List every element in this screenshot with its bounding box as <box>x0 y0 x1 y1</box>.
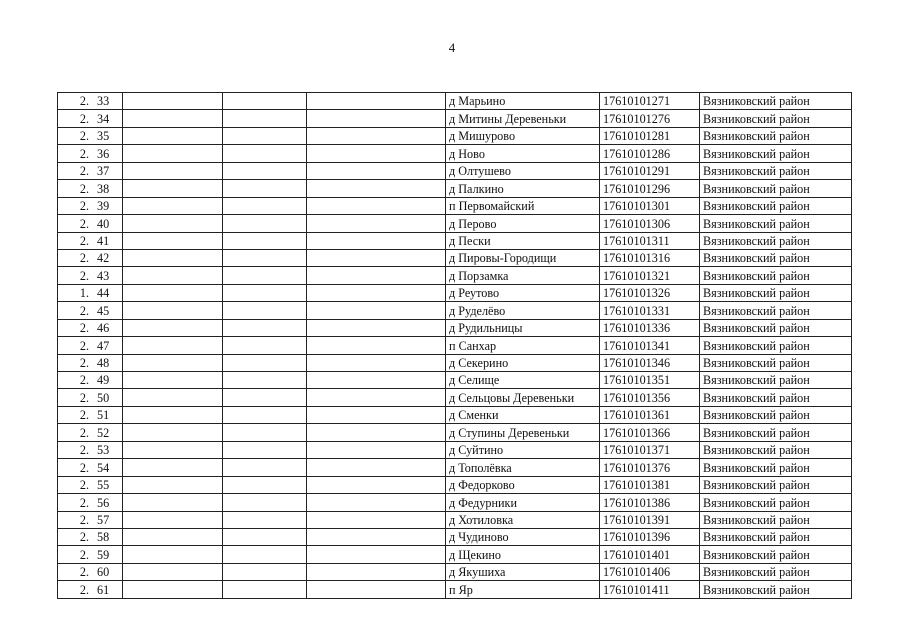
settlement-name-cell: д Федурники <box>446 494 600 511</box>
settlement-name-cell: д Реутово <box>446 284 600 301</box>
oktmo-code-cell: 17610101361 <box>600 406 700 423</box>
table-row <box>58 528 852 545</box>
settlements-table-body <box>58 93 852 599</box>
table-row <box>58 110 852 127</box>
table-row <box>58 581 852 598</box>
oktmo-code-cell: 17610101306 <box>600 215 700 232</box>
empty-cell <box>123 180 223 197</box>
row-number-cell <box>58 162 123 179</box>
oktmo-code-cell: 17610101316 <box>600 249 700 266</box>
oktmo-code-cell: 17610101321 <box>600 267 700 284</box>
district-cell: Вязниковский район <box>700 406 852 423</box>
empty-cell <box>223 372 307 389</box>
oktmo-code-cell: 17610101401 <box>600 546 700 563</box>
district-cell: Вязниковский район <box>700 93 852 110</box>
empty-cell <box>123 459 223 476</box>
table-row <box>58 145 852 162</box>
empty-cell <box>307 180 446 197</box>
empty-cell <box>307 424 446 441</box>
table-row <box>58 127 852 144</box>
settlement-name-cell: д Сменки <box>446 406 600 423</box>
empty-cell <box>307 354 446 371</box>
row-number-prefix: 2. <box>79 338 89 353</box>
row-number-cell <box>58 546 123 563</box>
row-number-cell <box>58 581 123 598</box>
row-number-cell <box>58 232 123 249</box>
settlement-name-cell: д Митины Деревеньки <box>446 110 600 127</box>
oktmo-code-cell: 17610101376 <box>600 459 700 476</box>
settlement-name-cell: д Олтушево <box>446 162 600 179</box>
table-row <box>58 302 852 319</box>
settlement-name-cell: д Хотиловка <box>446 511 600 528</box>
empty-cell <box>223 406 307 423</box>
district-cell: Вязниковский район <box>700 354 852 371</box>
empty-cell <box>223 267 307 284</box>
table-row <box>58 197 852 214</box>
table-row <box>58 337 852 354</box>
oktmo-code-cell: 17610101296 <box>600 180 700 197</box>
row-number-prefix: 2. <box>79 268 89 283</box>
district-cell: Вязниковский район <box>700 110 852 127</box>
row-number-cell <box>58 424 123 441</box>
empty-cell <box>123 441 223 458</box>
oktmo-code-cell: 17610101346 <box>600 354 700 371</box>
empty-cell <box>307 93 446 110</box>
district-cell: Вязниковский район <box>700 162 852 179</box>
row-number-prefix: 2. <box>79 111 89 126</box>
district-cell: Вязниковский район <box>700 389 852 406</box>
empty-cell <box>223 459 307 476</box>
row-number-cell <box>58 319 123 336</box>
oktmo-code-cell: 17610101411 <box>600 581 700 598</box>
empty-cell <box>307 389 446 406</box>
empty-cell <box>307 528 446 545</box>
row-number-prefix: 2. <box>79 233 89 248</box>
empty-cell <box>307 476 446 493</box>
empty-cell <box>123 197 223 214</box>
empty-cell <box>307 581 446 598</box>
empty-cell <box>123 528 223 545</box>
empty-cell <box>307 441 446 458</box>
row-number-cell <box>58 494 123 511</box>
oktmo-code-cell: 17610101356 <box>600 389 700 406</box>
oktmo-code-cell: 17610101336 <box>600 319 700 336</box>
empty-cell <box>223 511 307 528</box>
empty-cell <box>307 319 446 336</box>
row-number-index: 52 <box>97 425 110 440</box>
district-cell: Вязниковский район <box>700 581 852 598</box>
empty-cell <box>307 511 446 528</box>
row-number-prefix: 2. <box>79 216 89 231</box>
empty-cell <box>123 476 223 493</box>
row-number-prefix: 2. <box>79 582 89 597</box>
empty-cell <box>307 162 446 179</box>
row-number-prefix: 2. <box>79 512 89 527</box>
row-number-cell <box>58 389 123 406</box>
settlement-name-cell: д Пески <box>446 232 600 249</box>
empty-cell <box>307 406 446 423</box>
empty-cell <box>123 215 223 232</box>
oktmo-code-cell: 17610101326 <box>600 284 700 301</box>
settlement-name-cell: д Секерино <box>446 354 600 371</box>
empty-cell <box>223 546 307 563</box>
row-number-prefix: 2. <box>79 425 89 440</box>
table-row <box>58 459 852 476</box>
row-number-cell <box>58 354 123 371</box>
empty-cell <box>123 284 223 301</box>
oktmo-code-cell: 17610101291 <box>600 162 700 179</box>
table-row <box>58 563 852 580</box>
settlements-table <box>57 92 852 599</box>
empty-cell <box>123 267 223 284</box>
empty-cell <box>123 249 223 266</box>
empty-cell <box>123 494 223 511</box>
row-number-index: 48 <box>97 356 110 370</box>
row-number-cell <box>58 180 123 197</box>
table-row <box>58 406 852 423</box>
empty-cell <box>223 354 307 371</box>
row-number-index: 37 <box>97 164 110 179</box>
row-number-cell <box>58 372 123 389</box>
empty-cell <box>123 337 223 354</box>
oktmo-code-cell: 17610101331 <box>600 302 700 319</box>
row-number-prefix: 2. <box>79 129 89 144</box>
district-cell: Вязниковский район <box>700 127 852 144</box>
empty-cell <box>123 581 223 598</box>
empty-cell <box>123 354 223 371</box>
row-number-cell <box>58 215 123 232</box>
empty-cell <box>307 494 446 511</box>
district-cell: Вязниковский район <box>700 441 852 458</box>
settlement-name-cell: п Санхар <box>446 337 600 354</box>
district-cell: Вязниковский район <box>700 511 852 528</box>
district-cell: Вязниковский район <box>700 337 852 354</box>
row-number-index: 35 <box>97 129 110 144</box>
table-row <box>58 93 852 110</box>
settlement-name-cell: д Перово <box>446 215 600 232</box>
oktmo-code-cell: 17610101366 <box>600 424 700 441</box>
row-number-prefix: 1. <box>79 286 89 301</box>
row-number-prefix: 2. <box>79 408 89 423</box>
empty-cell <box>123 563 223 580</box>
oktmo-code-cell: 17610101311 <box>600 232 700 249</box>
empty-cell <box>123 424 223 441</box>
row-number-index: 43 <box>97 268 110 283</box>
row-number-index: 36 <box>97 146 110 161</box>
row-number-index: 51 <box>97 408 110 423</box>
row-number-cell <box>58 249 123 266</box>
empty-cell <box>123 511 223 528</box>
empty-cell <box>307 249 446 266</box>
oktmo-code-cell: 17610101286 <box>600 145 700 162</box>
settlement-name-cell: п Первомайский <box>446 197 600 214</box>
row-number-prefix: 2. <box>79 547 89 562</box>
table-row <box>58 476 852 493</box>
oktmo-code-cell: 17610101341 <box>600 337 700 354</box>
row-number-index: 33 <box>97 94 110 109</box>
empty-cell <box>223 215 307 232</box>
table-row <box>58 215 852 232</box>
settlement-name-cell: д Селище <box>446 372 600 389</box>
district-cell: Вязниковский район <box>700 284 852 301</box>
empty-cell <box>123 232 223 249</box>
empty-cell <box>307 232 446 249</box>
empty-cell <box>223 162 307 179</box>
empty-cell <box>123 546 223 563</box>
empty-cell <box>123 372 223 389</box>
row-number-cell <box>58 110 123 127</box>
empty-cell <box>223 528 307 545</box>
settlement-name-cell: д Руделёво <box>446 302 600 319</box>
row-number-index: 44 <box>97 286 110 301</box>
row-number-index: 34 <box>97 111 110 126</box>
settlement-name-cell: д Суйтино <box>446 441 600 458</box>
row-number-cell <box>58 284 123 301</box>
settlement-name-cell: д Федорково <box>446 476 600 493</box>
row-number-cell <box>58 441 123 458</box>
settlement-name-cell: д Тополёвка <box>446 459 600 476</box>
table-row <box>58 319 852 336</box>
empty-cell <box>123 162 223 179</box>
row-number-index: 39 <box>97 199 110 214</box>
table-row <box>58 389 852 406</box>
row-number-cell <box>58 93 123 110</box>
table-row <box>58 284 852 301</box>
table-row <box>58 180 852 197</box>
empty-cell <box>123 127 223 144</box>
row-number-index: 59 <box>97 547 110 562</box>
empty-cell <box>223 110 307 127</box>
settlement-name-cell: д Порзамка <box>446 267 600 284</box>
district-cell: Вязниковский район <box>700 563 852 580</box>
row-number-index: 41 <box>97 233 110 248</box>
settlement-name-cell: д Якушиха <box>446 563 600 580</box>
district-cell: Вязниковский район <box>700 424 852 441</box>
row-number-prefix: 2. <box>79 495 89 510</box>
row-number-cell <box>58 197 123 214</box>
row-number-index: 40 <box>97 216 110 231</box>
oktmo-code-cell: 17610101276 <box>600 110 700 127</box>
settlement-name-cell: д Чудиново <box>446 528 600 545</box>
row-number-cell <box>58 406 123 423</box>
table-row <box>58 354 852 371</box>
empty-cell <box>223 441 307 458</box>
row-number-index: 58 <box>97 530 110 545</box>
empty-cell <box>307 110 446 127</box>
row-number-index: 56 <box>97 495 110 510</box>
table-row <box>58 267 852 284</box>
row-number-index: 47 <box>97 338 110 353</box>
empty-cell <box>223 249 307 266</box>
empty-cell <box>307 284 446 301</box>
row-number-prefix: 2. <box>79 460 89 475</box>
district-cell: Вязниковский район <box>700 232 852 249</box>
district-cell: Вязниковский район <box>700 372 852 389</box>
settlement-name-cell: д Сельцовы Деревеньки <box>446 389 600 406</box>
empty-cell <box>223 197 307 214</box>
empty-cell <box>223 389 307 406</box>
row-number-prefix: 2. <box>79 530 89 545</box>
settlement-name-cell: д Палкино <box>446 180 600 197</box>
row-number-prefix: 2. <box>79 356 89 370</box>
district-cell: Вязниковский район <box>700 180 852 197</box>
empty-cell <box>123 110 223 127</box>
row-number-index: 60 <box>97 565 110 580</box>
oktmo-code-cell: 17610101406 <box>600 563 700 580</box>
empty-cell <box>123 93 223 110</box>
row-number-prefix: 2. <box>79 373 89 388</box>
table-row <box>58 424 852 441</box>
row-number-prefix: 2. <box>79 390 89 405</box>
settlement-name-cell: д Ступины Деревеньки <box>446 424 600 441</box>
empty-cell <box>223 93 307 110</box>
empty-cell <box>123 302 223 319</box>
empty-cell <box>307 372 446 389</box>
district-cell: Вязниковский район <box>700 267 852 284</box>
table-row <box>58 232 852 249</box>
row-number-index: 49 <box>97 373 110 388</box>
district-cell: Вязниковский район <box>700 249 852 266</box>
row-number-prefix: 2. <box>79 565 89 580</box>
empty-cell <box>123 145 223 162</box>
district-cell: Вязниковский район <box>700 145 852 162</box>
row-number-prefix: 2. <box>79 443 89 458</box>
table-row <box>58 372 852 389</box>
row-number-cell <box>58 302 123 319</box>
empty-cell <box>223 337 307 354</box>
district-cell: Вязниковский район <box>700 302 852 319</box>
district-cell: Вязниковский район <box>700 494 852 511</box>
row-number-index: 61 <box>97 582 110 597</box>
row-number-index: 55 <box>97 478 110 493</box>
settlement-name-cell: д Рудильницы <box>446 319 600 336</box>
page-number: 4 <box>448 40 456 55</box>
row-number-index: 54 <box>97 460 110 475</box>
row-number-index: 38 <box>97 181 110 196</box>
empty-cell <box>123 319 223 336</box>
empty-cell <box>307 337 446 354</box>
row-number-cell <box>58 511 123 528</box>
table-row <box>58 494 852 511</box>
empty-cell <box>223 302 307 319</box>
empty-cell <box>223 476 307 493</box>
row-number-cell <box>58 337 123 354</box>
settlement-name-cell: д Мишурово <box>446 127 600 144</box>
empty-cell <box>307 267 446 284</box>
oktmo-code-cell: 17610101396 <box>600 528 700 545</box>
row-number-cell <box>58 528 123 545</box>
empty-cell <box>223 180 307 197</box>
row-number-cell <box>58 476 123 493</box>
row-number-cell <box>58 267 123 284</box>
empty-cell <box>223 424 307 441</box>
empty-cell <box>223 145 307 162</box>
oktmo-code-cell: 17610101301 <box>600 197 700 214</box>
empty-cell <box>123 389 223 406</box>
oktmo-code-cell: 17610101386 <box>600 494 700 511</box>
row-number-prefix: 2. <box>79 94 89 109</box>
row-number-prefix: 2. <box>79 164 89 179</box>
table-row <box>58 511 852 528</box>
empty-cell <box>223 284 307 301</box>
empty-cell <box>307 145 446 162</box>
empty-cell <box>223 581 307 598</box>
settlement-name-cell: д Марьино <box>446 93 600 110</box>
oktmo-code-cell: 17610101351 <box>600 372 700 389</box>
oktmo-code-cell: 17610101371 <box>600 441 700 458</box>
district-cell: Вязниковский район <box>700 528 852 545</box>
oktmo-code-cell: 17610101381 <box>600 476 700 493</box>
settlement-name-cell: п Яр <box>446 581 600 598</box>
empty-cell <box>223 494 307 511</box>
row-number-prefix: 2. <box>79 181 89 196</box>
row-number-prefix: 2. <box>79 146 89 161</box>
table-row <box>58 249 852 266</box>
row-number-prefix: 2. <box>79 321 89 336</box>
table-row <box>58 546 852 563</box>
empty-cell <box>223 563 307 580</box>
row-number-index: 57 <box>97 512 110 527</box>
oktmo-code-cell: 17610101281 <box>600 127 700 144</box>
row-number-index: 46 <box>97 321 110 336</box>
settlement-name-cell: д Щекино <box>446 546 600 563</box>
row-number-index: 42 <box>97 251 110 266</box>
row-number-index: 50 <box>97 390 110 405</box>
empty-cell <box>307 302 446 319</box>
row-number-prefix: 2. <box>79 251 89 266</box>
empty-cell <box>307 546 446 563</box>
row-number-cell <box>58 459 123 476</box>
row-number-index: 45 <box>97 303 110 318</box>
empty-cell <box>307 197 446 214</box>
district-cell: Вязниковский район <box>700 459 852 476</box>
row-number-cell <box>58 127 123 144</box>
district-cell: Вязниковский район <box>700 476 852 493</box>
table-row <box>58 162 852 179</box>
settlement-name-cell: д Ново <box>446 145 600 162</box>
empty-cell <box>307 127 446 144</box>
row-number-prefix: 2. <box>79 478 89 493</box>
oktmo-code-cell: 17610101271 <box>600 93 700 110</box>
row-number-cell <box>58 145 123 162</box>
district-cell: Вязниковский район <box>700 197 852 214</box>
empty-cell <box>307 563 446 580</box>
district-cell: Вязниковский район <box>700 546 852 563</box>
empty-cell <box>307 215 446 232</box>
table-row <box>58 441 852 458</box>
district-cell: Вязниковский район <box>700 319 852 336</box>
oktmo-code-cell: 17610101391 <box>600 511 700 528</box>
empty-cell <box>223 232 307 249</box>
settlement-name-cell: д Пировы-Городищи <box>446 249 600 266</box>
row-number-cell <box>58 563 123 580</box>
district-cell: Вязниковский район <box>700 215 852 232</box>
empty-cell <box>307 459 446 476</box>
empty-cell <box>223 319 307 336</box>
row-number-index: 53 <box>97 443 110 458</box>
empty-cell <box>123 406 223 423</box>
empty-cell <box>223 127 307 144</box>
row-number-prefix: 2. <box>79 303 89 318</box>
row-number-prefix: 2. <box>79 199 89 214</box>
